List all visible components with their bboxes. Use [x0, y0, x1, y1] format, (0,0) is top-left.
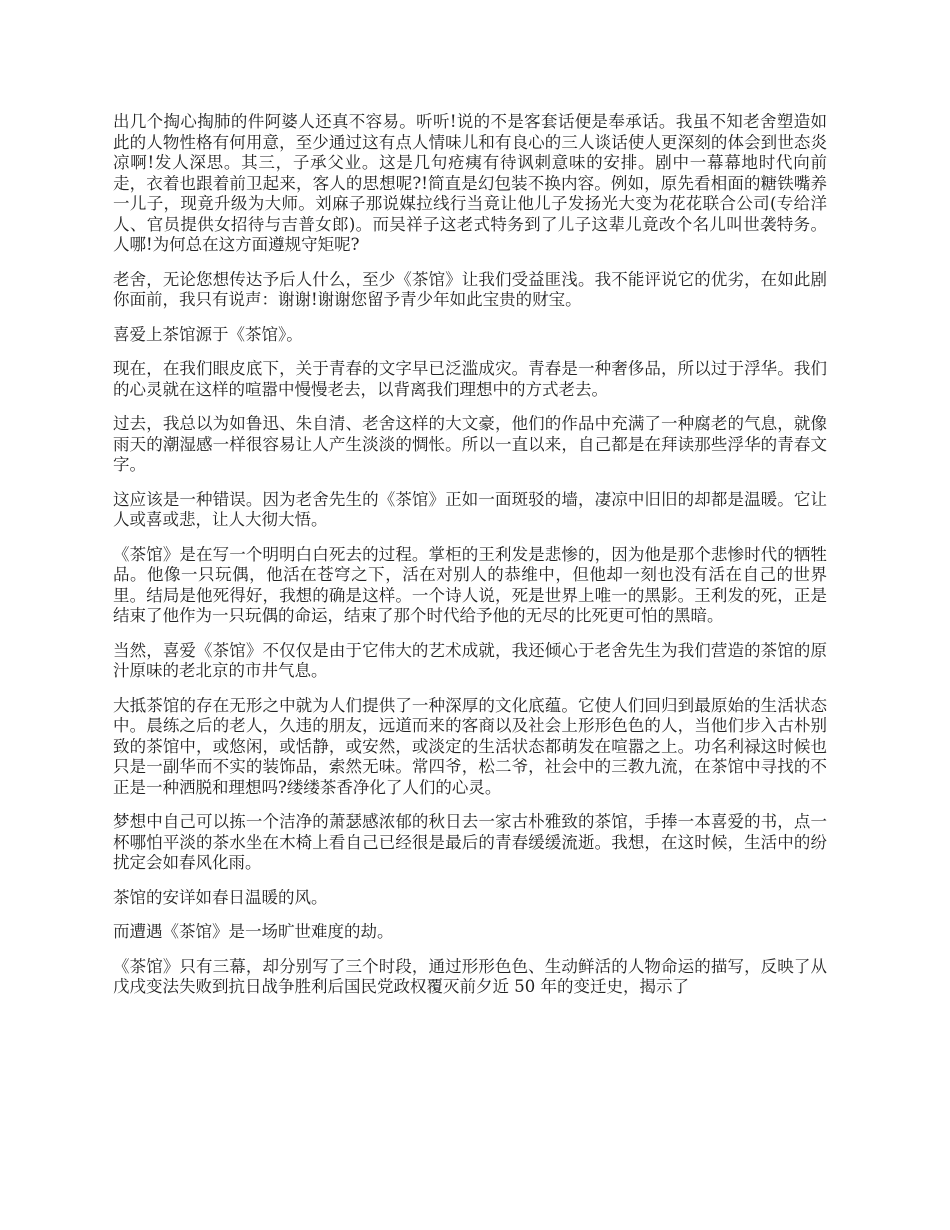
- paragraph-7: 《茶馆》是在写一个明明白白死去的过程。掌柜的王利发是悲惨的，因为他是那个悲惨时代的牺牲品。他像一只玩偶，他活在苍穹之下，活在对别人的恭维中，但他却一刻也没有活在自己的世界里。结局是他死得好，我想的确是这样。一个诗人说，死是世界上唯一的黑影。王利发的死，正是结束了他作为一只玩偶的命运，结束了那个时代给予他的无尽的比死更可怕的黑暗。: [113, 544, 827, 625]
- paragraph-12: 而遭遇《茶馆》是一场旷世难度的劫。: [113, 922, 394, 941]
- paragraph-4: 现在，在我们眼皮底下，关于青春的文字早已泛滥成灾。青春是一种奢侈品，所以过于浮华。我们的心灵就在这样的喧嚣中慢慢老去，以背离我们理想中的方式老去。: [113, 359, 827, 399]
- paragraph-1: 出几个掏心掏肺的件阿婆人还真不容易。听听!说的不是客套话便是奉承话。我虽不知老舍塑造如此的人物性格有何用意，至少通过这有点人情味儿和有良心的三人谈话使人更深刻的体会到世态炎凉啊!发人深思。其三，子承父业。这是几句疮痍有待讽刺意味的安排。剧中一幕幕地时代向前走，衣着也跟着前卫起来，客人的思想呢?!简直是幻包装不换内容。例如，原先看相面的糖铁嘴养一儿子，现竟升级为大师。刘麻子那说媒拉线行当竟让他儿子发扬光大变为花花联合公司(专给洋人、官员提供女招待与吉普女郎)。而吴祥子这老式特务到了儿子这辈儿竟改个名儿叫世袭特务。人哪!为何总在这方面遵规守矩呢?: [113, 112, 827, 254]
- document-page: [113, 112, 827, 1012]
- paragraph-11: 茶馆的安详如春日温暖的风。: [113, 887, 328, 907]
- paragraph-5: 过去，我总以为如鲁迅、朱自清、老舍这样的大文豪，他们的作品中充满了一种腐老的气息，就像雨天的潮湿感一样很容易让人产生淡淡的惆怅。所以一直以来，自己都是在拜读那些浮华的青春文字。: [113, 414, 827, 474]
- paragraph-6: 这应该是一种错误。因为老舍先生的《茶馆》正如一面斑驳的墙，凄凉中旧旧的却都是温暖。它让人或喜或悲，让人大彻大悟。: [113, 489, 827, 529]
- paragraph-9: 大抵茶馆的存在无形之中就为人们提供了一种深厚的文化底蕴。它使人们回归到最原始的生活状态中。晨练之后的老人，久违的朋友，远道而来的客商以及社会上形形色色的人，当他们步入古朴别致的茶馆中，或悠闲，或恬静，或安然，或淡定的生活状态都萌发在喧嚣之上。功名利禄这时候也只是一副华而不实的装饰品，索然无味。常四爷，松二爷，社会中的三教九流，在茶馆中寻找的不正是一种洒脱和理想吗?缕缕茶香净化了人们的心灵。: [113, 695, 827, 797]
- paragraph-10: 梦想中自己可以拣一个洁净的萧瑟感浓郁的秋日去一家古朴雅致的茶馆，手捧一本喜爱的书，点一杯哪怕平淡的茶水坐在木椅上看自己已经很是最后的青春缓缓流逝。我想，在这时候，生活中的纷扰定会如春风化雨。: [113, 812, 827, 872]
- paragraph-8: 当然，喜爱《茶馆》不仅仅是由于它伟大的艺术成就，我还倾心于老舍先生为我们营造的茶馆的原汁原味的老北京的市井气息。: [113, 640, 827, 680]
- paragraph-3: 喜爱上茶馆源于《茶馆》。: [113, 324, 303, 344]
- paragraph-13: 《茶馆》只有三幕，却分别写了三个时段，通过形形色色、生动鲜活的人物命运的描写，反映了从戊戌变法失败到抗日战争胜利后国民党政权覆灭前夕近 50 年的变迁史，揭示了: [113, 956, 827, 996]
- paragraph-2: 老舍，无论您想传达予后人什么，至少《茶馆》让我们受益匪浅。我不能评说它的优劣，在如此剧你面前，我只有说声：谢谢!谢谢您留予青少年如此宝贵的财宝。: [113, 269, 827, 309]
